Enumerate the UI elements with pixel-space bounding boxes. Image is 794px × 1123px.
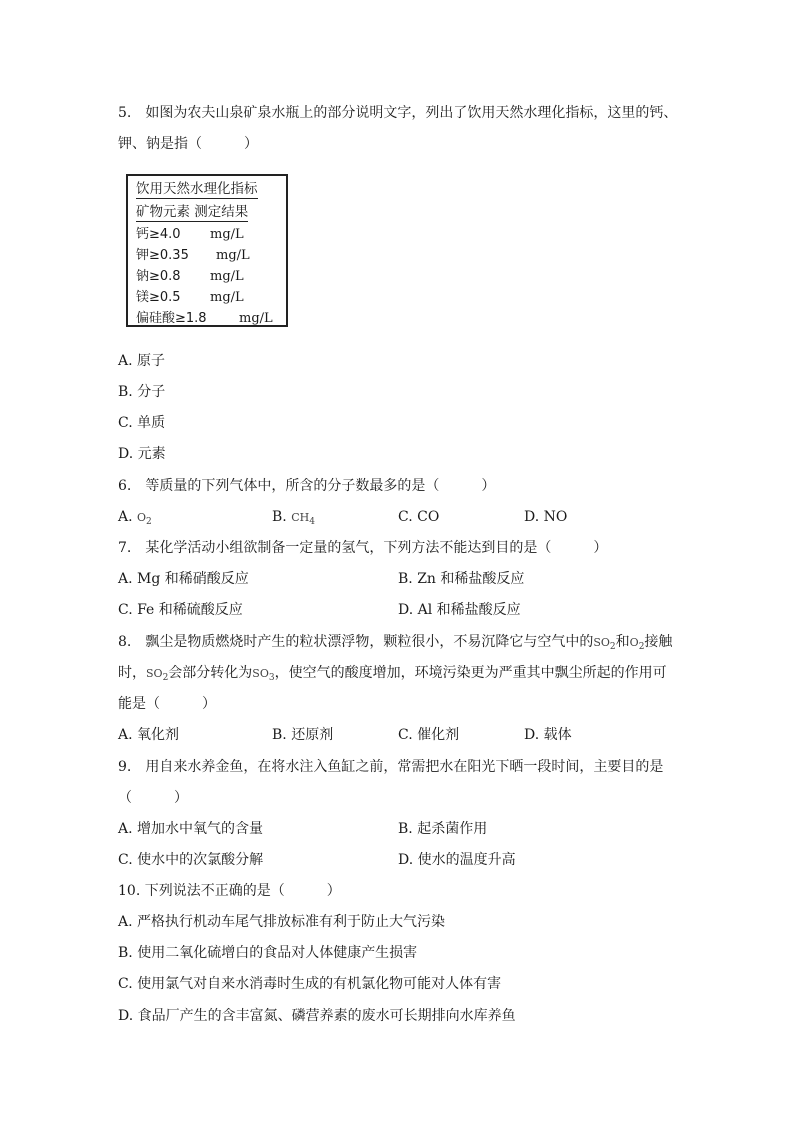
q8-stem-line3: 能是（ ） xyxy=(118,696,216,712)
label-unit-sodium: mg/L xyxy=(210,269,244,284)
q7-option-c: C. Fe 和稀硫酸反应 xyxy=(118,602,243,618)
label-unit-metasilicic: mg/L xyxy=(239,311,273,326)
q6-option-b: B. $CH_4$ xyxy=(272,509,315,527)
label-header: 矿物元素 测定结果 xyxy=(136,204,249,220)
formula-o2: $O_2$ xyxy=(629,636,645,652)
q8-option-b: B. 还原剂 xyxy=(272,727,334,743)
label-unit-magnesium: mg/L xyxy=(210,290,244,305)
q5-option-b: B. 分子 xyxy=(118,384,166,400)
label-unit-calcium: mg/L xyxy=(210,227,244,242)
q7-stem: 7. 某化学活动小组欲制备一定量的氢气，下列方法不能达到目的是（ ） xyxy=(118,540,608,556)
q7-option-a: A. Mg 和稀硝酸反应 xyxy=(118,571,249,587)
q8-option-a: A. 氧化剂 xyxy=(118,727,180,743)
q5-stem-line2: 钾、钠是指（ ） xyxy=(118,136,258,152)
q6-stem: 6. 等质量的下列气体中，所含的分子数最多的是（ ） xyxy=(118,478,496,494)
q5-option-a: A. 原子 xyxy=(118,353,166,369)
label-row-calcium: 钙≥4.0 xyxy=(136,227,181,242)
water-label-figure xyxy=(126,174,288,327)
q9-option-b: B. 起杀菌作用 xyxy=(398,821,488,837)
q5-stem-line1: 5. 如图为农夫山泉矿泉水瓶上的部分说明文字，列出了饮用天然水理化指标，这里的钙、 xyxy=(118,105,678,121)
formula-ch4: $CH_4$ xyxy=(291,511,315,527)
label-title: 饮用天然水理化指标 xyxy=(136,181,258,197)
q10-option-c: C. 使用氯气对自来水消毒时生成的有机氯化物可能对人体有害 xyxy=(118,976,502,992)
q5-option-d: D. 元素 xyxy=(118,446,166,462)
q8-option-c: C. 催化剂 xyxy=(398,727,460,743)
formula-o2: $O_2$ xyxy=(137,511,152,527)
label-row-metasilicic: 偏硅酸≥1.8 xyxy=(136,311,207,326)
label-row-magnesium: 镁≥0.5 xyxy=(136,290,181,305)
label-row-potassium: 钾≥0.35 xyxy=(136,248,189,263)
q10-option-a: A. 严格执行机动车尾气排放标准有利于防止大气污染 xyxy=(118,914,446,930)
q5-option-c: C. 单质 xyxy=(118,415,166,431)
q8-option-d: D. 载体 xyxy=(524,727,572,743)
formula-so2: $SO_2$ xyxy=(146,667,169,683)
q7-option-d: D. Al 和稀盐酸反应 xyxy=(398,602,521,618)
q9-option-a: A. 增加水中氧气的含量 xyxy=(118,821,264,837)
q10-stem: 10. 下列说法不正确的是（ ） xyxy=(118,883,341,899)
q6-option-d: D. NO xyxy=(524,509,568,525)
q10-option-d: D. 食品厂产生的含丰富氮、磷营养素的废水可长期排向水库养鱼 xyxy=(118,1008,516,1024)
q8-stem-line2: 时，$SO_2$会部分转化为$SO_3$，使空气的酸度增加，环境污染更为严重其中飘尘所起的作用可 xyxy=(118,665,667,683)
q9-stem-line2: （ ） xyxy=(118,790,188,806)
q7-option-b: B. Zn 和稀盐酸反应 xyxy=(398,571,525,587)
q6-option-a: A. $O_2$ xyxy=(118,509,152,527)
q9-option-d: D. 使水的温度升高 xyxy=(398,852,516,868)
q9-stem-line1: 9. 用自来水养金鱼，在将水注入鱼缸之前，常需把水在阳光下晒一段时间，主要目的是 xyxy=(118,759,664,775)
formula-so2: $SO_2$ xyxy=(593,636,616,652)
q9-option-c: C. 使水中的次氯酸分解 xyxy=(118,852,264,868)
label-unit-potassium: mg/L xyxy=(216,248,250,263)
q10-option-b: B. 使用二氧化硫增白的食品对人体健康产生损害 xyxy=(118,945,418,961)
q8-stem-line1: 8. 飘尘是物质燃烧时产生的粒状漂浮物，颗粒很小，不易沉降它与空气中的$SO_2$和$O_2$接触 xyxy=(118,634,673,652)
q6-option-c: C. CO xyxy=(398,509,440,525)
formula-so3: $SO_3$ xyxy=(252,667,275,683)
label-row-sodium: 钠≥0.8 xyxy=(136,269,181,284)
